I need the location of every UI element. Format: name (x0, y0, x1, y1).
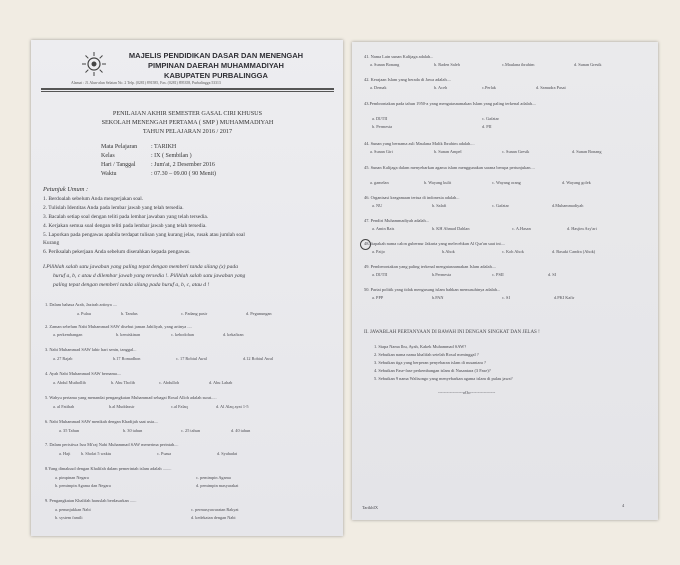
option: a. Abdul Muthollib (53, 380, 86, 385)
question: 45. Sunan Kalijaga dalam menyebarkan agama islam menggunakan sarana berupa pertunjukan.... (364, 165, 535, 170)
option: d. Basuki Candra (Ahok) (552, 249, 596, 254)
question: 1. Dalam bahasa Arab, Jazirah artinya .... (45, 302, 118, 307)
essay-question: 4. Sebutkan Fase-fase perkembangan islam di Nusantara (3 Fase)? (374, 368, 491, 373)
option: b. Abu Tholib (111, 380, 135, 385)
header-line-2: PIMPINAN DAERAH MUHAMMADIYAH (148, 61, 284, 70)
option: b. pemimpin Agama dan Negara (55, 483, 111, 488)
option: a. gamelan (370, 180, 389, 185)
question: 5. Wahyu pertama yang menandai pengangkatan Muhammad sebagai Rosul Alloh adalah surat..... (45, 395, 217, 400)
question: 8.Yang dimaksud dengan Khalifah dalam pemerintah islam adalah ........ (45, 466, 172, 471)
option: c.Maulana ibrahim (502, 62, 535, 67)
question: 43.Pembrontakan pada tahun 1950-a yang mengatasnamakan Islam yang paling terkenal adalah.... (364, 101, 537, 106)
option: d. Sunan Bonang (572, 149, 602, 154)
option: a. Sunan Giri (370, 149, 393, 154)
option: a. penunjukkan Nabi (55, 507, 91, 512)
option: a. DI/TII (372, 116, 388, 121)
info-row (101, 144, 176, 150)
essay-question: 1. Siapa Nama Ibu, Ayah, Kakek Muhammad SAW? (374, 344, 467, 349)
option: a. PPP (372, 295, 384, 300)
option: d.PKI Kafir (554, 295, 575, 300)
essay-question: 5. Sebutkan 9 nama Walisongo yang menyebarkan agama islam di pulau jawa? (374, 376, 513, 381)
option: d. Abu Lahab (209, 380, 233, 385)
question: 49. Pemberontakan yang paling terkenal mengatasnamakan Islam adalah.... (364, 264, 497, 269)
option: d. 40 tahun (231, 428, 251, 433)
option: c. kebodohan (171, 332, 194, 337)
option: b.PAN (432, 295, 444, 300)
essay-question: 3. Sebutkan tiga yang berperan penyebaran islam di nusantara ? (374, 360, 486, 365)
info-value: : TARIKH (151, 144, 177, 150)
question: 48.Siapakah nama calon gubernur Jakarta yang melecehkan Al Qur'an saat ini.... (364, 241, 506, 246)
question: 42. Kerajaan Islam yang berada di Jawa adalah.... (364, 77, 452, 82)
option: a. NU (372, 203, 383, 208)
exam-page-2 (352, 42, 658, 520)
option: c. 17 Robiul Awal (176, 356, 207, 361)
option: c.al Falaq (171, 404, 188, 409)
question: 46. Organisasi keagamaan tertua di indonesia adalah... (364, 195, 460, 200)
option: a. 35 Tahun (59, 428, 80, 433)
question: 44. Sunan yang bernama asli Maulana Malik Ibrahim adalah.... (364, 141, 475, 146)
header-rule-thin (41, 91, 334, 92)
option: b. KH Ahmad Dahlan (432, 226, 470, 231)
header-address: Alamat : Jl. Alun-alun Selatan No. 2 Telp. (0281) 891585, Fax. (0281) 895358, Purbalingga 53313 (71, 81, 221, 85)
option: b. 30 tahun (123, 428, 143, 433)
option: d. SI (548, 272, 557, 277)
option: c. permusyawaratan Rakyat (191, 507, 239, 512)
info-row (101, 153, 192, 159)
option: a. DI/TII (372, 272, 388, 277)
question: 4. Ayah Nabi Muhammad SAW bernama.... (45, 371, 122, 376)
option: c. Padang pasir (181, 311, 208, 316)
option: d. Samudra Pasai (536, 85, 566, 90)
option: b.17 Romadhon (113, 356, 141, 361)
info-value: : 07.30 – 09.00 ( 90 Menit) (151, 171, 216, 177)
option: b. Tandus (121, 311, 138, 316)
info-label: Mata Pelajaran (101, 144, 138, 150)
option: c. Gafatar (482, 116, 499, 121)
question: 2. Zaman sebelum Nabi Muhammad SAW disebut jaman Jahiliyah, yang artinya .... (45, 324, 192, 329)
essay-question: 2. Sebutkan nama nama khalifah setelah Rosul meninggal ? (374, 352, 479, 357)
option: b. kemiskinan (116, 332, 141, 337)
question: 7. Dalam peristiwa Isra Mi'raj Nabi Muhammad SAW menerima perintah.... (45, 442, 179, 447)
info-label: Kelas (101, 153, 115, 159)
section1-instruction: I.Pilihlah salah satu jawaban yang paling tepat dengan memberi tanda silang (x) pada (43, 264, 238, 270)
option: d. Syahadat (217, 451, 238, 456)
petunjuk-item: 5. Laporkan pada pengawas apabila terdapat tulisan yang kurang jelas, rusak atau jumlah soal (43, 232, 245, 238)
option: b.Permesta (432, 272, 451, 277)
option: a. Paijo (372, 249, 385, 254)
option: d. Pegunungan (246, 311, 272, 316)
option: c. A.Hasan (512, 226, 531, 231)
option: b.Ahok (442, 249, 455, 254)
info-row (101, 162, 215, 168)
option: a. Amin Rais (372, 226, 395, 231)
info-label: Waktu (101, 171, 117, 177)
option: a. 27 Rajab (53, 356, 73, 361)
question: 9. Pengangkatan Khalifah haruslah berdasarkan ...... (45, 498, 137, 503)
option: d. pemimpin masyarakat (196, 483, 239, 488)
option: b. system famili (55, 515, 83, 520)
option: c. Puasa (157, 451, 172, 456)
exam-page-1 (31, 40, 343, 536)
option: c. pemimpin Agama (196, 475, 231, 480)
option: c.Perlak (482, 85, 496, 90)
option: b. Sunan Ampel (434, 149, 462, 154)
page-number: 4 (622, 503, 625, 508)
petunjuk-item: Kurang (43, 240, 60, 246)
option: c. Sunan Gresik (502, 149, 530, 154)
option: a. pimpinan Negara (55, 475, 89, 480)
option: d. Hasjim Asy'ari (567, 226, 597, 231)
option: d. Wayang golek (562, 180, 591, 185)
header-line-3: KABUPATEN PURBALINGGA (164, 71, 268, 80)
option: d. kedekatan dengan Nabi (191, 515, 236, 520)
option: d.12 Robiul Awal (243, 356, 274, 361)
section2-instruction: II. JAWABLAH PERTANYAAN DI BAWAH INI DENGAN SINGKAT DAN JELAS ! (364, 330, 540, 335)
info-label: Hari / Tanggal (101, 162, 136, 168)
exam-title-line-3: TAHUN PELAJARAN 2016 / 2017 (142, 128, 233, 135)
option: a. Sunan Bonang (370, 62, 400, 67)
option: b. Salafi (432, 203, 447, 208)
option: b. Sholat 5 waktu (81, 451, 112, 456)
option: b. Permesta (372, 124, 393, 129)
option: c. 25 tahun (181, 428, 200, 433)
section1-instruction: paling tepat dengan memberi tanda silang pada huruf a, b, c, atau d ! (53, 282, 210, 288)
option: d. Sunan Gresik (574, 62, 602, 67)
option: c. Wayang orang (492, 180, 521, 185)
option: a. Demak (370, 85, 387, 90)
exam-title-line-2: SEKOLAH MENENGAH PERTAMA ( SMP ) MUHAMMADIYAH (101, 119, 274, 126)
footer-label: TarikhIX (362, 505, 379, 510)
end-divider: -----------------oOo----------------- (438, 390, 496, 395)
petunjuk-item: 6. Periksalah pekerjaan Anda sebelum diserahkan kepada pengawas. (43, 249, 191, 255)
header-line-1: MAJELIS PENDIDIKAN DASAR DAN MENENGAH (128, 51, 304, 60)
petunjuk-item: 3. Bacalah setiap soal dengan teliti pada lembar jawaban yang telah tersedia. (43, 214, 209, 220)
question: 6. Nabi Muhammad SAW menikah dengan Khadijah saat usia.... (45, 419, 159, 424)
petunjuk-item: 2. Tulislah Identitas Anda pada lembar jawab yang telah tersedia. (43, 205, 184, 211)
option: b. Raden Saleh (434, 62, 460, 67)
option: d.Muhammadiyah (552, 203, 584, 208)
question: 50. Partai politik yang tidak mengusung islam bahkan memusuhinya adalah... (364, 287, 501, 292)
exam-title-line-1: PENILAIAN AKHIR SEMESTER GASAL CIRI KHUSUS (112, 110, 263, 117)
petunjuk-item: 4. Kerjakan semua soal dengan teliti pada lembar jawab yang telah tersedia. (43, 223, 207, 229)
option: d. kekafiran (223, 332, 244, 337)
option: c. SI (502, 295, 510, 300)
option: a. Pulau (77, 311, 91, 316)
option: c. Koh Ahok (502, 249, 524, 254)
option: d. Al Alaq ayat 1-5 (216, 404, 249, 409)
option: c. Abdulloh (159, 380, 180, 385)
petunjuk-item: 1. Berdoalah sebelum Anda mengerjakan soal. (43, 196, 144, 202)
question: 41. Nama Lain sunan Kalijaga adalah... (364, 54, 434, 59)
option: b. Aceh (434, 85, 448, 90)
option: a. Haji (59, 451, 71, 456)
question: 3. Nabi Muhammad SAW lahir hari senin, tanggal... (45, 347, 137, 352)
option: c. Gafatar (492, 203, 509, 208)
option: a. al Fatihah (53, 404, 75, 409)
option: b. Wayang kulit (424, 180, 452, 185)
info-row (101, 171, 216, 177)
section1-instruction: huruf a, b, c atau d dilembar jawab yang tersedia !. Pilihlah salah satu jawaban yang (53, 273, 246, 279)
header-rule (41, 88, 334, 90)
info-value: : IX ( Sembilan ) (151, 153, 192, 159)
petunjuk-title: Petunjuk Umum : (43, 186, 89, 193)
info-value: : Jum'at, 2 Desember 2016 (151, 162, 215, 168)
question: 47. Pendiri Muhammadiyah adalah... (364, 218, 429, 223)
option: b.al Muddassir (109, 404, 135, 409)
option: d. PII (482, 124, 492, 129)
option: a. perkembangan (53, 332, 83, 337)
option: c. PSII (492, 272, 504, 277)
